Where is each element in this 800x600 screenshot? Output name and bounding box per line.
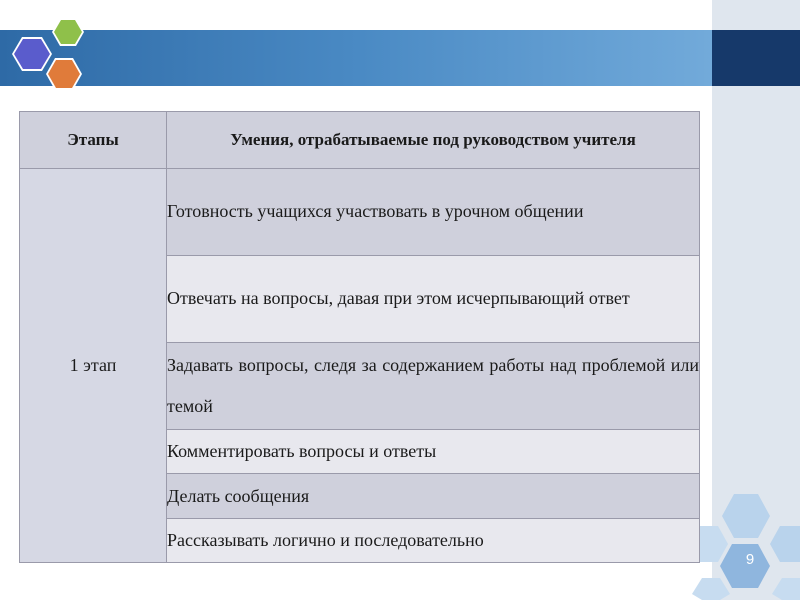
header-skills: Умения, отрабатываемые под руководством учителя — [167, 112, 700, 169]
table-row — [20, 169, 700, 256]
table-header-row — [20, 112, 700, 169]
light-hexagon-top — [722, 494, 770, 538]
skill-cell: Отвечать на вопросы, давая при этом исчерпывающий ответ — [167, 255, 700, 342]
hexagon-logo-icon — [8, 14, 98, 100]
skill-cell: Готовность учащихся участвовать в урочном общении — [167, 169, 700, 256]
header-bar-dark-end — [712, 30, 800, 86]
skill-cell: Делать сообщения — [167, 474, 700, 518]
page-number: 9 — [745, 551, 755, 568]
skill-cell: Рассказывать логично и последовательно — [167, 518, 700, 563]
skill-cell: Комментировать вопросы и ответы — [167, 429, 700, 473]
hexagon-decoration-icon — [688, 470, 800, 600]
header-bar — [0, 30, 800, 86]
skill-cell: Задавать вопросы, следя за содержанием работы над проблемой или темой — [167, 342, 700, 429]
header-stages: Этапы — [20, 112, 167, 169]
light-hexagon-right — [770, 526, 800, 562]
stage-label: 1 этап — [20, 169, 167, 563]
light-hexagon-bottom — [692, 578, 730, 600]
skills-table — [19, 111, 700, 563]
light-hexagon-bottom-right — [772, 578, 800, 600]
